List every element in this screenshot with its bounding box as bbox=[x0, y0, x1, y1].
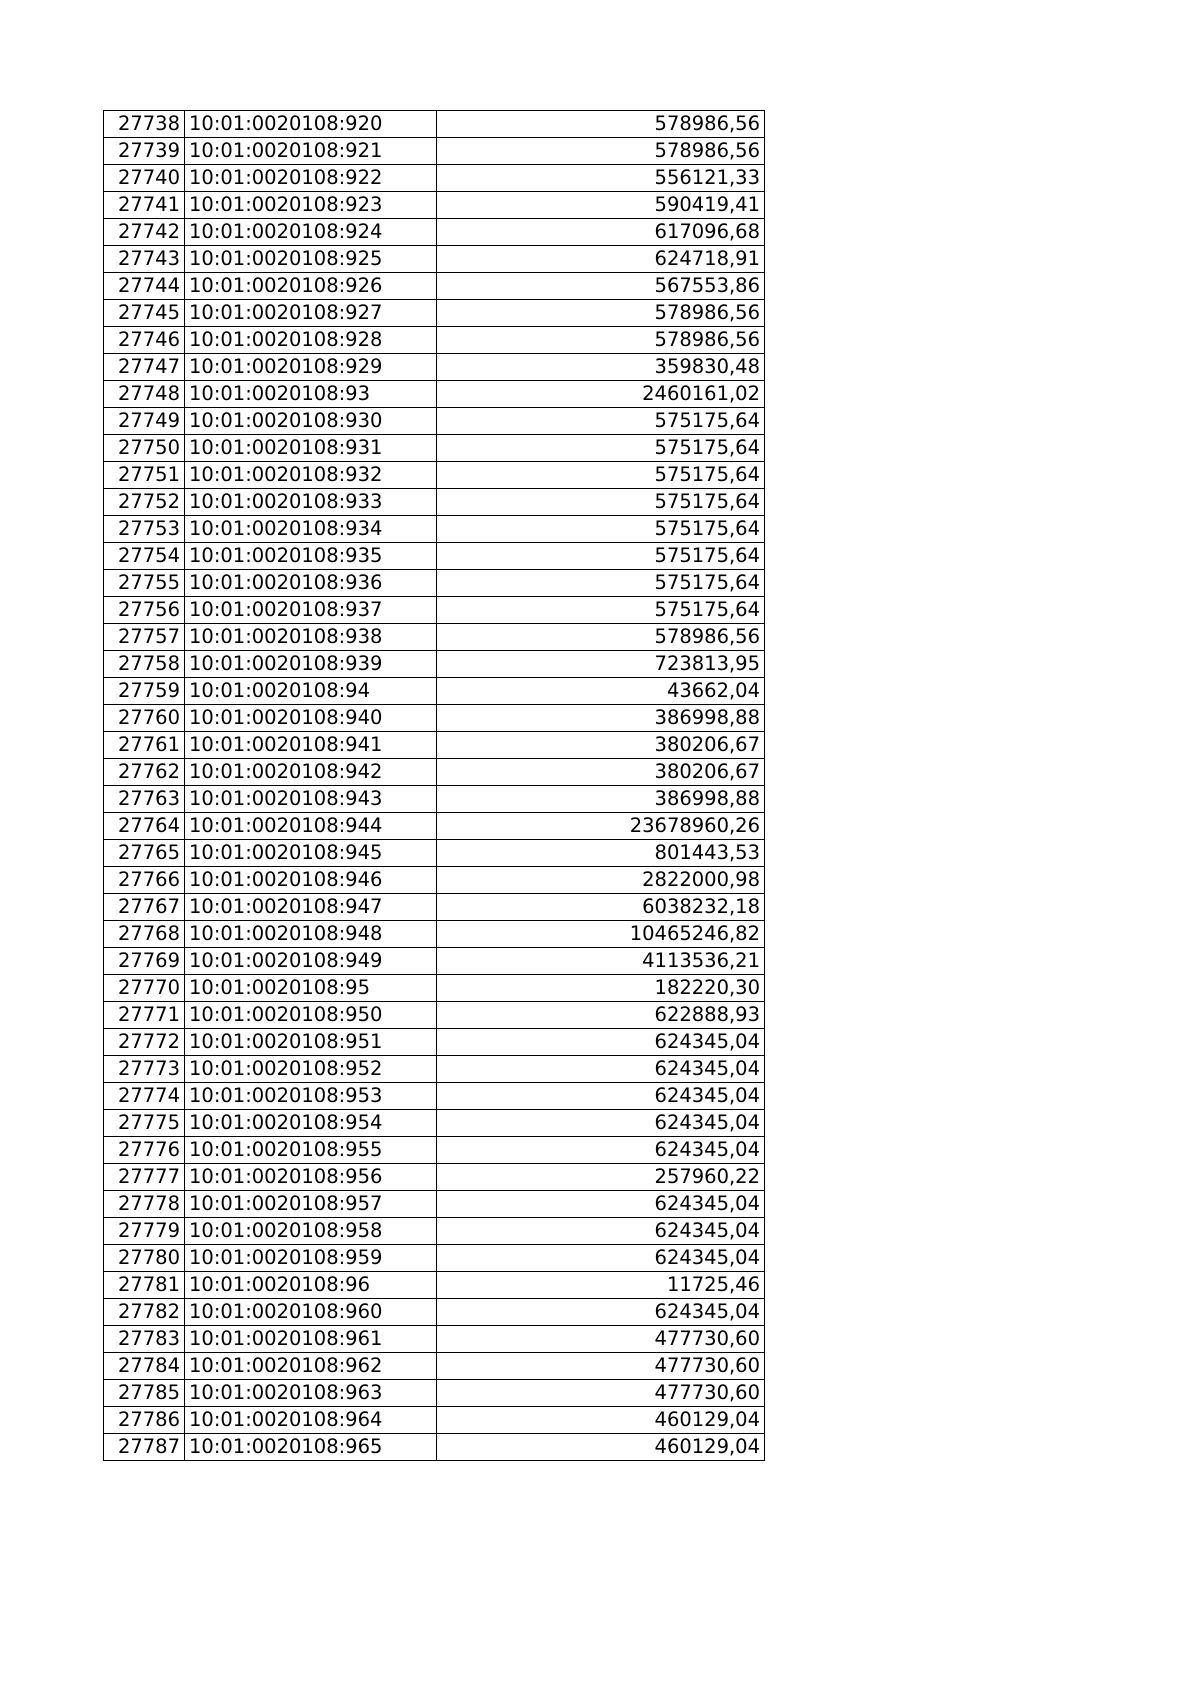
cadastral-value-cell: 624345,04 bbox=[437, 1245, 765, 1272]
row-number-cell: 27747 bbox=[104, 354, 185, 381]
row-number-cell: 27759 bbox=[104, 678, 185, 705]
table-row bbox=[104, 435, 765, 462]
table-row bbox=[104, 759, 765, 786]
cadastral-number-cell: 10:01:0020108:960 bbox=[185, 1299, 437, 1326]
cadastral-value-cell: 624345,04 bbox=[437, 1056, 765, 1083]
row-number-cell: 27764 bbox=[104, 813, 185, 840]
cadastral-number-cell: 10:01:0020108:954 bbox=[185, 1110, 437, 1137]
table-row bbox=[104, 921, 765, 948]
cadastral-value-cell: 801443,53 bbox=[437, 840, 765, 867]
table-row bbox=[104, 462, 765, 489]
table-row bbox=[104, 111, 765, 138]
cadastral-value-cell: 2460161,02 bbox=[437, 381, 765, 408]
cadastral-number-cell: 10:01:0020108:931 bbox=[185, 435, 437, 462]
cadastral-value-cell: 617096,68 bbox=[437, 219, 765, 246]
table-row bbox=[104, 1299, 765, 1326]
cadastral-value-cell: 575175,64 bbox=[437, 408, 765, 435]
table-row bbox=[104, 975, 765, 1002]
cadastral-number-cell: 10:01:0020108:964 bbox=[185, 1407, 437, 1434]
cadastral-number-cell: 10:01:0020108:935 bbox=[185, 543, 437, 570]
cadastral-value-cell: 477730,60 bbox=[437, 1380, 765, 1407]
cadastral-number-cell: 10:01:0020108:961 bbox=[185, 1326, 437, 1353]
cadastral-value-cell: 23678960,26 bbox=[437, 813, 765, 840]
table-row bbox=[104, 408, 765, 435]
cadastral-number-cell: 10:01:0020108:940 bbox=[185, 705, 437, 732]
row-number-cell: 27753 bbox=[104, 516, 185, 543]
row-number-cell: 27740 bbox=[104, 165, 185, 192]
table-row bbox=[104, 354, 765, 381]
cadastral-value-cell: 567553,86 bbox=[437, 273, 765, 300]
row-number-cell: 27777 bbox=[104, 1164, 185, 1191]
cadastral-value-cell: 723813,95 bbox=[437, 651, 765, 678]
cadastral-value-cell: 6038232,18 bbox=[437, 894, 765, 921]
table-row bbox=[104, 381, 765, 408]
table-row bbox=[104, 867, 765, 894]
cadastral-number-cell: 10:01:0020108:95 bbox=[185, 975, 437, 1002]
table-row bbox=[104, 813, 765, 840]
row-number-cell: 27773 bbox=[104, 1056, 185, 1083]
cadastral-value-cell: 624345,04 bbox=[437, 1029, 765, 1056]
row-number-cell: 27761 bbox=[104, 732, 185, 759]
table-row bbox=[104, 597, 765, 624]
row-number-cell: 27772 bbox=[104, 1029, 185, 1056]
cadastral-number-cell: 10:01:0020108:93 bbox=[185, 381, 437, 408]
cadastral-value-cell: 624345,04 bbox=[437, 1083, 765, 1110]
cadastral-number-cell: 10:01:0020108:934 bbox=[185, 516, 437, 543]
row-number-cell: 27763 bbox=[104, 786, 185, 813]
row-number-cell: 27779 bbox=[104, 1218, 185, 1245]
cadastral-value-cell: 359830,48 bbox=[437, 354, 765, 381]
table-row bbox=[104, 219, 765, 246]
row-number-cell: 27746 bbox=[104, 327, 185, 354]
cadastral-number-cell: 10:01:0020108:94 bbox=[185, 678, 437, 705]
row-number-cell: 27767 bbox=[104, 894, 185, 921]
table-row bbox=[104, 948, 765, 975]
cadastral-value-cell: 386998,88 bbox=[437, 786, 765, 813]
cadastral-value-cell: 575175,64 bbox=[437, 516, 765, 543]
cadastral-value-cell: 624345,04 bbox=[437, 1137, 765, 1164]
table-row bbox=[104, 570, 765, 597]
table-row bbox=[104, 1002, 765, 1029]
row-number-cell: 27775 bbox=[104, 1110, 185, 1137]
cadastral-value-cell: 4113536,21 bbox=[437, 948, 765, 975]
row-number-cell: 27738 bbox=[104, 111, 185, 138]
cadastral-value-cell: 624345,04 bbox=[437, 1218, 765, 1245]
row-number-cell: 27754 bbox=[104, 543, 185, 570]
row-number-cell: 27742 bbox=[104, 219, 185, 246]
table-row bbox=[104, 840, 765, 867]
table-row bbox=[104, 651, 765, 678]
cadastral-value-cell: 460129,04 bbox=[437, 1407, 765, 1434]
row-number-cell: 27756 bbox=[104, 597, 185, 624]
table-row bbox=[104, 489, 765, 516]
cadastral-value-cell: 2822000,98 bbox=[437, 867, 765, 894]
row-number-cell: 27783 bbox=[104, 1326, 185, 1353]
cadastral-value-table bbox=[103, 110, 765, 1461]
cadastral-number-cell: 10:01:0020108:922 bbox=[185, 165, 437, 192]
cadastral-number-cell: 10:01:0020108:939 bbox=[185, 651, 437, 678]
row-number-cell: 27780 bbox=[104, 1245, 185, 1272]
cadastral-number-cell: 10:01:0020108:925 bbox=[185, 246, 437, 273]
cadastral-number-cell: 10:01:0020108:937 bbox=[185, 597, 437, 624]
row-number-cell: 27769 bbox=[104, 948, 185, 975]
table-row bbox=[104, 732, 765, 759]
cadastral-value-cell: 578986,56 bbox=[437, 138, 765, 165]
cadastral-number-cell: 10:01:0020108:944 bbox=[185, 813, 437, 840]
row-number-cell: 27782 bbox=[104, 1299, 185, 1326]
cadastral-number-cell: 10:01:0020108:952 bbox=[185, 1056, 437, 1083]
row-number-cell: 27760 bbox=[104, 705, 185, 732]
cadastral-number-cell: 10:01:0020108:951 bbox=[185, 1029, 437, 1056]
cadastral-number-cell: 10:01:0020108:930 bbox=[185, 408, 437, 435]
row-number-cell: 27745 bbox=[104, 300, 185, 327]
table-row bbox=[104, 1110, 765, 1137]
cadastral-value-cell: 380206,67 bbox=[437, 732, 765, 759]
table-row bbox=[104, 786, 765, 813]
table-row bbox=[104, 327, 765, 354]
row-number-cell: 27744 bbox=[104, 273, 185, 300]
row-number-cell: 27781 bbox=[104, 1272, 185, 1299]
row-number-cell: 27758 bbox=[104, 651, 185, 678]
table-row bbox=[104, 1272, 765, 1299]
cadastral-value-cell: 575175,64 bbox=[437, 543, 765, 570]
cadastral-number-cell: 10:01:0020108:957 bbox=[185, 1191, 437, 1218]
cadastral-value-cell: 182220,30 bbox=[437, 975, 765, 1002]
table-row bbox=[104, 273, 765, 300]
cadastral-value-cell: 624345,04 bbox=[437, 1110, 765, 1137]
cadastral-value-cell: 578986,56 bbox=[437, 624, 765, 651]
row-number-cell: 27776 bbox=[104, 1137, 185, 1164]
cadastral-number-cell: 10:01:0020108:962 bbox=[185, 1353, 437, 1380]
table-row bbox=[104, 1245, 765, 1272]
row-number-cell: 27741 bbox=[104, 192, 185, 219]
row-number-cell: 27774 bbox=[104, 1083, 185, 1110]
cadastral-value-cell: 575175,64 bbox=[437, 570, 765, 597]
table-row bbox=[104, 1137, 765, 1164]
cadastral-value-cell: 575175,64 bbox=[437, 462, 765, 489]
row-number-cell: 27766 bbox=[104, 867, 185, 894]
table-row bbox=[104, 165, 765, 192]
cadastral-value-cell: 578986,56 bbox=[437, 327, 765, 354]
cadastral-number-cell: 10:01:0020108:946 bbox=[185, 867, 437, 894]
table-row bbox=[104, 705, 765, 732]
cadastral-number-cell: 10:01:0020108:929 bbox=[185, 354, 437, 381]
row-number-cell: 27768 bbox=[104, 921, 185, 948]
table-row bbox=[104, 1191, 765, 1218]
table-row bbox=[104, 1434, 765, 1461]
table-row bbox=[104, 1326, 765, 1353]
row-number-cell: 27778 bbox=[104, 1191, 185, 1218]
cadastral-number-cell: 10:01:0020108:936 bbox=[185, 570, 437, 597]
table-row bbox=[104, 1218, 765, 1245]
cadastral-value-cell: 257960,22 bbox=[437, 1164, 765, 1191]
row-number-cell: 27771 bbox=[104, 1002, 185, 1029]
cadastral-value-cell: 460129,04 bbox=[437, 1434, 765, 1461]
table-row bbox=[104, 1353, 765, 1380]
table-row bbox=[104, 516, 765, 543]
cadastral-value-cell: 624345,04 bbox=[437, 1299, 765, 1326]
cadastral-number-cell: 10:01:0020108:948 bbox=[185, 921, 437, 948]
table-row bbox=[104, 246, 765, 273]
cadastral-number-cell: 10:01:0020108:933 bbox=[185, 489, 437, 516]
table-row bbox=[104, 1029, 765, 1056]
cadastral-number-cell: 10:01:0020108:958 bbox=[185, 1218, 437, 1245]
row-number-cell: 27755 bbox=[104, 570, 185, 597]
row-number-cell: 27757 bbox=[104, 624, 185, 651]
cadastral-number-cell: 10:01:0020108:942 bbox=[185, 759, 437, 786]
table-row bbox=[104, 1380, 765, 1407]
row-number-cell: 27770 bbox=[104, 975, 185, 1002]
cadastral-number-cell: 10:01:0020108:953 bbox=[185, 1083, 437, 1110]
cadastral-value-cell: 590419,41 bbox=[437, 192, 765, 219]
row-number-cell: 27739 bbox=[104, 138, 185, 165]
cadastral-number-cell: 10:01:0020108:924 bbox=[185, 219, 437, 246]
row-number-cell: 27785 bbox=[104, 1380, 185, 1407]
cadastral-number-cell: 10:01:0020108:955 bbox=[185, 1137, 437, 1164]
row-number-cell: 27784 bbox=[104, 1353, 185, 1380]
row-number-cell: 27751 bbox=[104, 462, 185, 489]
cadastral-number-cell: 10:01:0020108:932 bbox=[185, 462, 437, 489]
cadastral-number-cell: 10:01:0020108:963 bbox=[185, 1380, 437, 1407]
table-row bbox=[104, 300, 765, 327]
cadastral-number-cell: 10:01:0020108:943 bbox=[185, 786, 437, 813]
cadastral-value-cell: 622888,93 bbox=[437, 1002, 765, 1029]
cadastral-number-cell: 10:01:0020108:928 bbox=[185, 327, 437, 354]
cadastral-number-cell: 10:01:0020108:96 bbox=[185, 1272, 437, 1299]
cadastral-number-cell: 10:01:0020108:941 bbox=[185, 732, 437, 759]
table-row bbox=[104, 624, 765, 651]
table-body bbox=[104, 111, 765, 1461]
cadastral-value-cell: 477730,60 bbox=[437, 1353, 765, 1380]
cadastral-value-cell: 575175,64 bbox=[437, 489, 765, 516]
table-row bbox=[104, 1083, 765, 1110]
cadastral-value-cell: 10465246,82 bbox=[437, 921, 765, 948]
table-row bbox=[104, 1056, 765, 1083]
row-number-cell: 27762 bbox=[104, 759, 185, 786]
table-row bbox=[104, 678, 765, 705]
table-row bbox=[104, 192, 765, 219]
cadastral-number-cell: 10:01:0020108:959 bbox=[185, 1245, 437, 1272]
cadastral-value-cell: 575175,64 bbox=[437, 597, 765, 624]
cadastral-value-cell: 624718,91 bbox=[437, 246, 765, 273]
cadastral-number-cell: 10:01:0020108:949 bbox=[185, 948, 437, 975]
cadastral-value-cell: 380206,67 bbox=[437, 759, 765, 786]
cadastral-number-cell: 10:01:0020108:947 bbox=[185, 894, 437, 921]
row-number-cell: 27787 bbox=[104, 1434, 185, 1461]
cadastral-number-cell: 10:01:0020108:950 bbox=[185, 1002, 437, 1029]
cadastral-value-cell: 578986,56 bbox=[437, 300, 765, 327]
row-number-cell: 27750 bbox=[104, 435, 185, 462]
cadastral-number-cell: 10:01:0020108:965 bbox=[185, 1434, 437, 1461]
row-number-cell: 27748 bbox=[104, 381, 185, 408]
cadastral-number-cell: 10:01:0020108:926 bbox=[185, 273, 437, 300]
cadastral-number-cell: 10:01:0020108:938 bbox=[185, 624, 437, 651]
cadastral-value-cell: 477730,60 bbox=[437, 1326, 765, 1353]
cadastral-number-cell: 10:01:0020108:920 bbox=[185, 111, 437, 138]
table-row bbox=[104, 543, 765, 570]
table-row bbox=[104, 1164, 765, 1191]
cadastral-number-cell: 10:01:0020108:945 bbox=[185, 840, 437, 867]
table-row bbox=[104, 1407, 765, 1434]
cadastral-value-cell: 556121,33 bbox=[437, 165, 765, 192]
cadastral-value-cell: 575175,64 bbox=[437, 435, 765, 462]
table-row bbox=[104, 138, 765, 165]
row-number-cell: 27752 bbox=[104, 489, 185, 516]
cadastral-number-cell: 10:01:0020108:923 bbox=[185, 192, 437, 219]
cadastral-value-cell: 624345,04 bbox=[437, 1191, 765, 1218]
row-number-cell: 27749 bbox=[104, 408, 185, 435]
table-row bbox=[104, 894, 765, 921]
cadastral-value-cell: 11725,46 bbox=[437, 1272, 765, 1299]
cadastral-value-cell: 578986,56 bbox=[437, 111, 765, 138]
cadastral-number-cell: 10:01:0020108:956 bbox=[185, 1164, 437, 1191]
cadastral-number-cell: 10:01:0020108:921 bbox=[185, 138, 437, 165]
row-number-cell: 27743 bbox=[104, 246, 185, 273]
cadastral-value-cell: 43662,04 bbox=[437, 678, 765, 705]
row-number-cell: 27765 bbox=[104, 840, 185, 867]
row-number-cell: 27786 bbox=[104, 1407, 185, 1434]
cadastral-value-cell: 386998,88 bbox=[437, 705, 765, 732]
cadastral-number-cell: 10:01:0020108:927 bbox=[185, 300, 437, 327]
